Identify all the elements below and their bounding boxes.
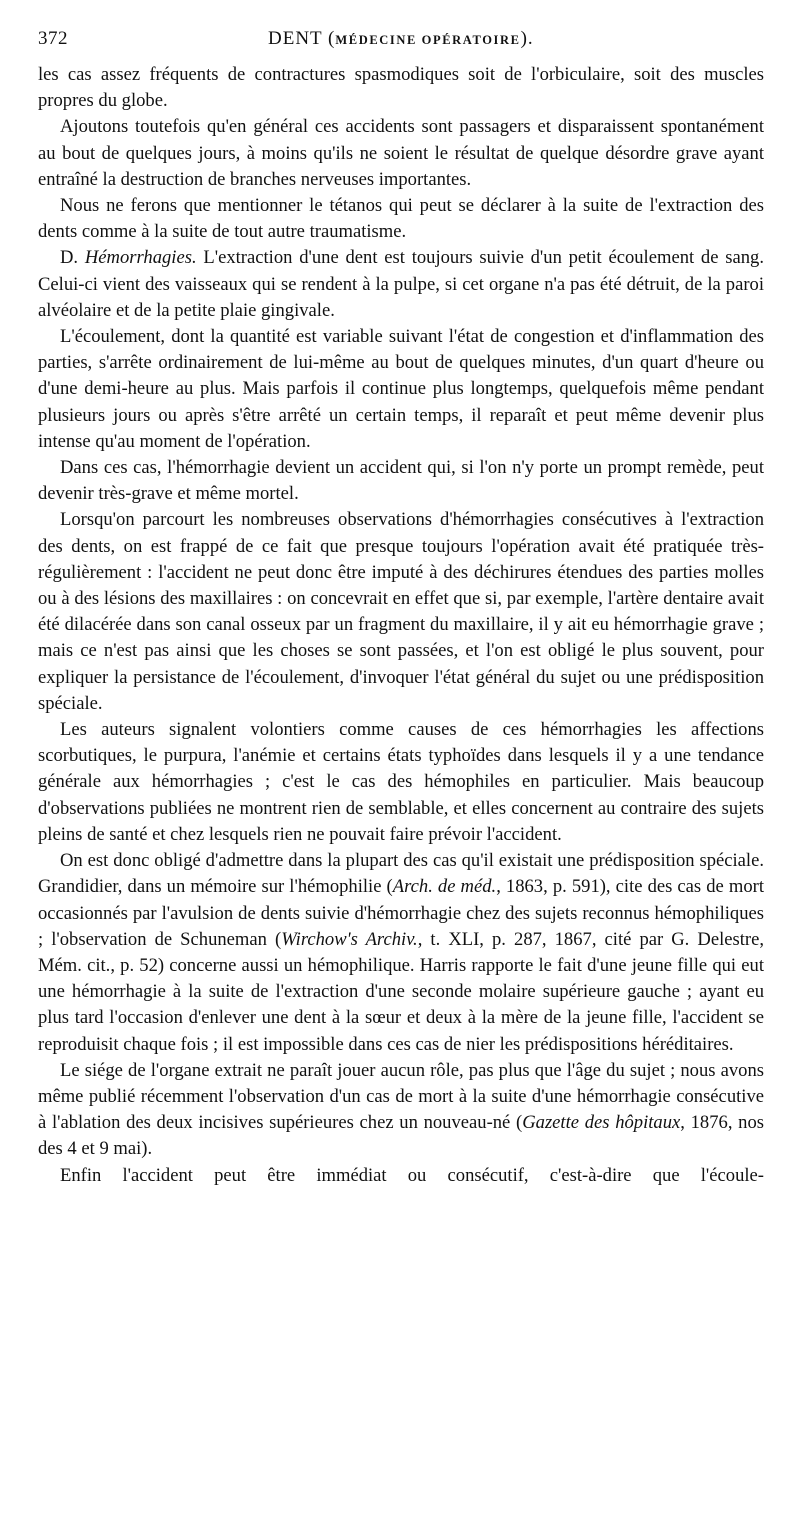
paragraph-5: L'écoulement, dont la quantité est variable suivant l'état de congestion et d'inflammation des parties, s'arrête ordinairement de lui-même au bout de quelques minutes, d'un quart d'heure ou d'une demi-heure au plus. Mais parfois il continue plus longtemps, quelquefois même pendant plusieurs jours ou après s'être arrêté un certain temps, il reparaît et peut même devenir plus intense qu'au moment de l'opération. (38, 326, 764, 452)
paragraph-9 (38, 848, 764, 1058)
paragraph-10-text-b: , 1876, nos des 4 et 9 mai). (38, 1112, 764, 1160)
paragraph-1: les cas assez fréquents de contractures spasmodiques soit de l'orbiculaire, soit des muscles propres du globe. (38, 64, 764, 112)
section-heading: Hémorrhagies. (84, 247, 197, 269)
header-title-main: DENT ( (268, 28, 336, 49)
paragraph-4 (38, 245, 764, 324)
body-text (38, 62, 764, 1189)
citation-wirchow: Wirchow's Archiv. (281, 928, 418, 950)
paragraph-8: Les auteurs signalent volontiers comme causes de ces hémorrhagies les affections scorbutiques, le purpura, l'anémie et certains états typhoïdes dans lesquels il y a une tendance générale aux hémorrhagies ; c'est le cas des hémophiles en particulier. Mais beaucoup d'observations publiées ne montrent rien de semblable, et elles concernent au contraire des sujets pleins de santé et chez lesquels rien ne pouvait faire prévoir l'accident. (38, 719, 764, 845)
paragraph-11: Enfin l'accident peut être immédiat ou consécutif, c'est-à-dire que l'écoule- (60, 1164, 764, 1186)
paragraph-9-text-b: , 1863, p. 591), cite des cas de mort occasionnés par l'avulsion de dents suivie d'hémorrhagie chez des sujets reconnus hémophiliques ; l'observation de Schuneman ( (38, 876, 764, 950)
paragraph-4-text: L'extraction d'une dent est toujours suivie d'un petit écoulement de sang. Celui-ci vient des vaisseaux qui se rendent à la pulpe, si cet organe n'a pas été détruit, de la paroi alvéolaire et de la petite plaie gingivale. (38, 247, 764, 321)
section-letter: D. (60, 247, 85, 269)
paragraph-9-text-c: , t. XLI, p. 287, 1867, cité par G. Delestre, Mém. cit., p. 52) concerne aussi un hémophilique. Harris rapporte le fait d'une jeune fille qui eut une hémorrhagie à la suite de l'extraction d'une seconde molaire supérieure gauche ; ayant eu plus tard l'occasion d'enlever une dent à la sœur et deux à la mère de la jeune fille, l'accident se reproduisit chaque fois ; il est impossible dans ces cas de nier les prédispositions héréditaires. (38, 928, 764, 1055)
header-title-close: ). (520, 28, 534, 49)
citation-arch-med: Arch. de méd. (392, 876, 497, 898)
paragraph-2: Ajoutons toutefois qu'en général ces accidents sont passagers et disparaissent spontanément au bout de quelques jours, à moins qu'ils ne soient le résultat de quelque désordre grave ayant entraîné la destruction de branches nerveuses importantes. (38, 116, 764, 190)
page-number: 372 (38, 28, 68, 49)
paragraph-3: Nous ne ferons que mentionner le tétanos qui peut se déclarer à la suite de l'extraction des dents comme à la suite de tout autre traumatisme. (38, 195, 764, 243)
running-head (38, 28, 764, 62)
citation-gazette: Gazette des hôpitaux (522, 1112, 681, 1134)
header-subtitle: MÉDECINE OPÉRATOIRE (335, 33, 521, 47)
paragraph-9-text-a: On est donc obligé d'admettre dans la plupart des cas qu'il existait une prédisposition spéciale. Grandidier, dans un mémoire sur l'hémophilie ( (38, 850, 764, 898)
paragraph-7: Lorsqu'on parcourt les nombreuses observations d'hémorrhagies consécutives à l'extraction des dents, on est frappé de ce fait que presque toujours l'opération avait été pratiquée très-régulièrement : l'accident ne peut donc être imputé à des déchirures étendues des parties molles ou à des lésions des maxillaires : on concevrait en effet que si, par exemple, l'artère dentaire avait été dilacérée dans son canal osseux par un fragment du maxillaire, il y ait eu hémorrhagie grave ; mais ce n'est pas ainsi que les choses se sont passées, et l'on est obligé le plus souvent, pour expliquer la persistance de l'écoulement, d'invoquer l'état général du sujet ou une prédisposition spéciale. (38, 509, 764, 714)
paragraph-10-text-a: Le siége de l'organe extrait ne paraît jouer aucun rôle, pas plus que l'âge du sujet ; nous avons même publié récemment l'observation d'un cas de mort à la suite d'une hémorrhagie consécutive à l'ablation des deux incisives supérieures chez un nouveau-né ( (38, 1059, 764, 1134)
paragraph-6: Dans ces cas, l'hémorrhagie devient un accident qui, si l'on n'y porte un prompt remède, peut devenir très-grave et même mortel. (38, 457, 764, 505)
header-title (268, 28, 534, 50)
paragraph-10 (38, 1058, 764, 1163)
